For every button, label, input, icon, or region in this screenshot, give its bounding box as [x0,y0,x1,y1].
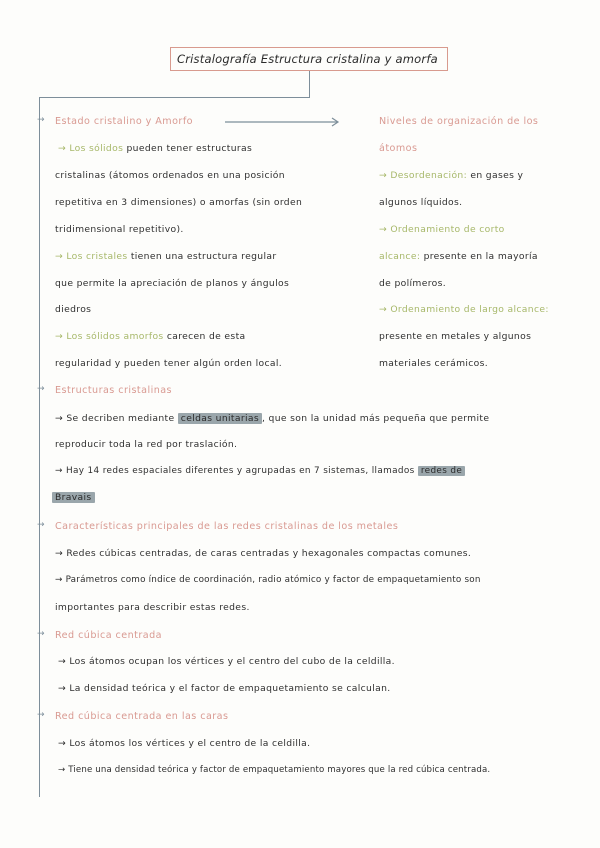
paragraph-line: presente en metales y algunos [379,331,532,342]
paragraph-line: → Se decriben mediante celdas unitarias , que son la unidad más pequeña que permite [55,413,490,424]
highlight: redes de [418,466,465,476]
title-connector-horizontal [39,97,310,98]
bullet-arrow-icon: → [37,115,45,125]
section-heading-caracteristicas: Características principales de las redes cristalinas de los metales [55,521,399,532]
connector-arrow-icon [225,113,343,125]
paragraph-line: → Parámetros como índice de coordinación, radio atómico y factor de empaquetamiento son [55,575,481,585]
bullet-arrow-icon: → [37,384,45,394]
section-heading-red-caras: Red cúbica centrada en las caras [55,711,229,722]
bullet-arrow-icon: → [37,520,45,530]
paragraph-line: → Los átomos los vértices y el centro de la celdilla. [58,738,311,749]
paragraph-line: algunos líquidos. [379,197,463,208]
highlight: Bravais [52,492,95,503]
section-heading-estado: Estado cristalino y Amorfo [55,116,193,127]
outline-spine [39,97,40,797]
paragraph-line: reproducir toda la red por traslación. [55,439,238,450]
paragraph-line: → Redes cúbicas centradas, de caras centradas y hexagonales compactas comunes. [55,548,472,559]
title-connector-vertical [309,71,310,98]
page-title: Cristalografía Estructura cristalina y amorfa [170,47,448,71]
paragraph-line: → Ordenamiento de largo alcance: [379,304,549,315]
paragraph-line: alcance: presente en la mayoría [379,251,538,262]
paragraph-line: → Ordenamiento de corto [379,224,505,235]
paragraph-line: → Los cristales tienen una estructura regular [55,251,277,262]
paragraph-line: → Hay 14 redes espaciales diferentes y agrupadas en 7 sistemas, llamados redes de [55,466,465,476]
paragraph-line: de polímeros. [379,278,447,289]
paragraph-line: → La densidad teórica y el factor de empaquetamiento se calculan. [58,683,391,694]
paragraph-line: tridimensional repetitivo). [55,224,184,235]
section-heading-niveles: Niveles de organización de los [379,116,539,127]
paragraph-line: cristalinas (átomos ordenados en una posición [55,170,285,181]
paragraph-line: regularidad y pueden tener algún orden local. [55,358,283,369]
paragraph-line: → Desordenación: en gases y [379,170,524,181]
section-heading-estructuras: Estructuras cristalinas [55,385,172,396]
paragraph-line: materiales cerámicos. [379,358,489,369]
paragraph-line: repetitiva en 3 dimensiones) o amorfas (sin orden [55,197,303,208]
paragraph-line: → Tiene una densidad teórica y factor de empaquetamiento mayores que la red cúbica centrada. [58,765,491,775]
section-heading-niveles-cont: átomos [379,143,418,154]
paragraph-line: diedros [55,304,92,315]
paragraph-line: → Los sólidos pueden tener estructuras [58,143,253,154]
section-heading-red-cubica: Red cúbica centrada [55,630,162,641]
paragraph-line: que permite la apreciación de planos y ángulos [55,278,290,289]
bullet-arrow-icon: → [37,629,45,639]
highlight: celdas unitarias [178,413,262,424]
paragraph-line: → Los átomos ocupan los vértices y el centro del cubo de la celdilla. [58,656,395,667]
paragraph-line: → Los sólidos amorfos carecen de esta [55,331,246,342]
paragraph-line: importantes para describir estas redes. [55,602,250,613]
paragraph-line [52,492,95,503]
bullet-arrow-icon: → [37,710,45,720]
